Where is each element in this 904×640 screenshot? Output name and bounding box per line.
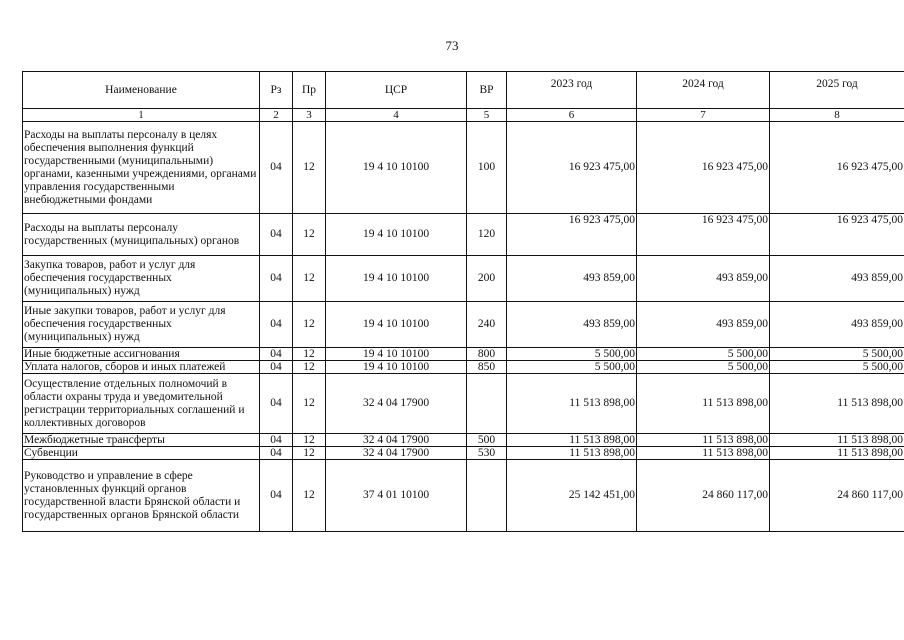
row-rz: 04 — [260, 122, 293, 214]
row-csr: 32 4 04 17900 — [326, 374, 467, 434]
row-name: Руководство и управление в сфере установленных функций органов государственной власти Брянской области и государственных органов Брянской области — [23, 460, 260, 532]
row-2024: 11 513 898,00 — [637, 374, 770, 434]
row-pr: 12 — [293, 361, 326, 374]
row-name: Расходы на выплаты персоналу государственных (муниципальных) органов — [23, 214, 260, 256]
row-vr: 500 — [467, 434, 507, 447]
row-2023: 11 513 898,00 — [507, 447, 637, 460]
row-csr: 32 4 04 17900 — [326, 434, 467, 447]
row-csr: 19 4 10 10100 — [326, 302, 467, 348]
table-row — [23, 256, 904, 302]
row-2025: 24 860 117,00 — [770, 460, 904, 532]
row-name: Осуществление отдельных полномочий в области охраны труда и уведомительной регистрации территориальных соглашений и коллективных договоров — [23, 374, 260, 434]
row-vr — [467, 460, 507, 532]
column-number: 6 — [507, 109, 637, 122]
row-pr: 12 — [293, 374, 326, 434]
budget-table — [22, 71, 904, 532]
row-csr: 19 4 10 10100 — [326, 214, 467, 256]
table-row — [23, 214, 904, 256]
header-pr: Пр — [293, 72, 326, 109]
row-2025: 493 859,00 — [770, 302, 904, 348]
row-rz: 04 — [260, 374, 293, 434]
table-row — [23, 447, 904, 460]
row-csr: 19 4 10 10100 — [326, 256, 467, 302]
row-rz: 04 — [260, 302, 293, 348]
row-2024: 24 860 117,00 — [637, 460, 770, 532]
row-2025: 5 500,00 — [770, 348, 904, 361]
column-number: 1 — [23, 109, 260, 122]
row-pr: 12 — [293, 122, 326, 214]
header-2023: 2023 год — [507, 72, 637, 109]
column-number: 8 — [770, 109, 904, 122]
row-2023: 5 500,00 — [507, 361, 637, 374]
column-number: 2 — [260, 109, 293, 122]
row-2023: 5 500,00 — [507, 348, 637, 361]
row-rz: 04 — [260, 214, 293, 256]
column-number-row — [23, 109, 904, 122]
row-csr: 37 4 01 10100 — [326, 460, 467, 532]
row-2023: 16 923 475,00 — [507, 214, 637, 256]
row-2024: 493 859,00 — [637, 256, 770, 302]
row-2023: 25 142 451,00 — [507, 460, 637, 532]
row-name: Межбюджетные трансферты — [23, 434, 260, 447]
row-vr: 530 — [467, 447, 507, 460]
row-vr: 240 — [467, 302, 507, 348]
table-row — [23, 348, 904, 361]
header-vr: ВР — [467, 72, 507, 109]
table-row — [23, 302, 904, 348]
row-2024: 11 513 898,00 — [637, 447, 770, 460]
table-row — [23, 460, 904, 532]
row-csr: 19 4 10 10100 — [326, 348, 467, 361]
row-2024: 5 500,00 — [637, 361, 770, 374]
row-2025: 493 859,00 — [770, 256, 904, 302]
row-vr — [467, 374, 507, 434]
row-2023: 11 513 898,00 — [507, 374, 637, 434]
row-name: Закупка товаров, работ и услуг для обеспечения государственных (муниципальных) нужд — [23, 256, 260, 302]
row-pr: 12 — [293, 434, 326, 447]
row-2025: 11 513 898,00 — [770, 374, 904, 434]
row-pr: 12 — [293, 214, 326, 256]
header-csr: ЦСР — [326, 72, 467, 109]
row-2025: 11 513 898,00 — [770, 434, 904, 447]
row-rz: 04 — [260, 447, 293, 460]
row-vr: 120 — [467, 214, 507, 256]
row-name: Субвенции — [23, 447, 260, 460]
header-2024: 2024 год — [637, 72, 770, 109]
row-2024: 493 859,00 — [637, 302, 770, 348]
row-rz: 04 — [260, 348, 293, 361]
row-name: Иные бюджетные ассигнования — [23, 348, 260, 361]
row-rz: 04 — [260, 361, 293, 374]
row-pr: 12 — [293, 447, 326, 460]
row-name: Расходы на выплаты персоналу в целях обеспечения выполнения функций государственными (муниципальными) органами, казенными учреждениями, органами управления государственными внебюджетными фондами — [23, 122, 260, 214]
row-vr: 850 — [467, 361, 507, 374]
row-rz: 04 — [260, 460, 293, 532]
row-pr: 12 — [293, 302, 326, 348]
column-number: 4 — [326, 109, 467, 122]
table-row — [23, 434, 904, 447]
row-pr: 12 — [293, 348, 326, 361]
row-2023: 16 923 475,00 — [507, 122, 637, 214]
table-row — [23, 122, 904, 214]
row-2024: 16 923 475,00 — [637, 122, 770, 214]
row-csr: 19 4 10 10100 — [326, 122, 467, 214]
row-2025: 5 500,00 — [770, 361, 904, 374]
column-number: 5 — [467, 109, 507, 122]
row-rz: 04 — [260, 256, 293, 302]
page-number: 73 — [445, 38, 459, 53]
row-vr: 100 — [467, 122, 507, 214]
row-2025: 11 513 898,00 — [770, 447, 904, 460]
row-2024: 11 513 898,00 — [637, 434, 770, 447]
row-csr: 19 4 10 10100 — [326, 361, 467, 374]
row-2023: 493 859,00 — [507, 256, 637, 302]
header-rz: Рз — [260, 72, 293, 109]
column-number: 7 — [637, 109, 770, 122]
column-number: 3 — [293, 109, 326, 122]
table-header-row — [23, 72, 904, 109]
row-rz: 04 — [260, 434, 293, 447]
row-2024: 5 500,00 — [637, 348, 770, 361]
row-pr: 12 — [293, 256, 326, 302]
row-name: Уплата налогов, сборов и иных платежей — [23, 361, 260, 374]
row-2025: 16 923 475,00 — [770, 214, 904, 256]
row-vr: 200 — [467, 256, 507, 302]
row-name: Иные закупки товаров, работ и услуг для обеспечения государственных (муниципальных) нужд — [23, 302, 260, 348]
row-2024: 16 923 475,00 — [637, 214, 770, 256]
row-2025: 16 923 475,00 — [770, 122, 904, 214]
header-2025: 2025 год — [770, 72, 904, 109]
row-vr: 800 — [467, 348, 507, 361]
row-csr: 32 4 04 17900 — [326, 447, 467, 460]
row-2023: 493 859,00 — [507, 302, 637, 348]
table-row — [23, 361, 904, 374]
row-pr: 12 — [293, 460, 326, 532]
header-name: Наименование — [23, 72, 260, 109]
table-row — [23, 374, 904, 434]
row-2023: 11 513 898,00 — [507, 434, 637, 447]
